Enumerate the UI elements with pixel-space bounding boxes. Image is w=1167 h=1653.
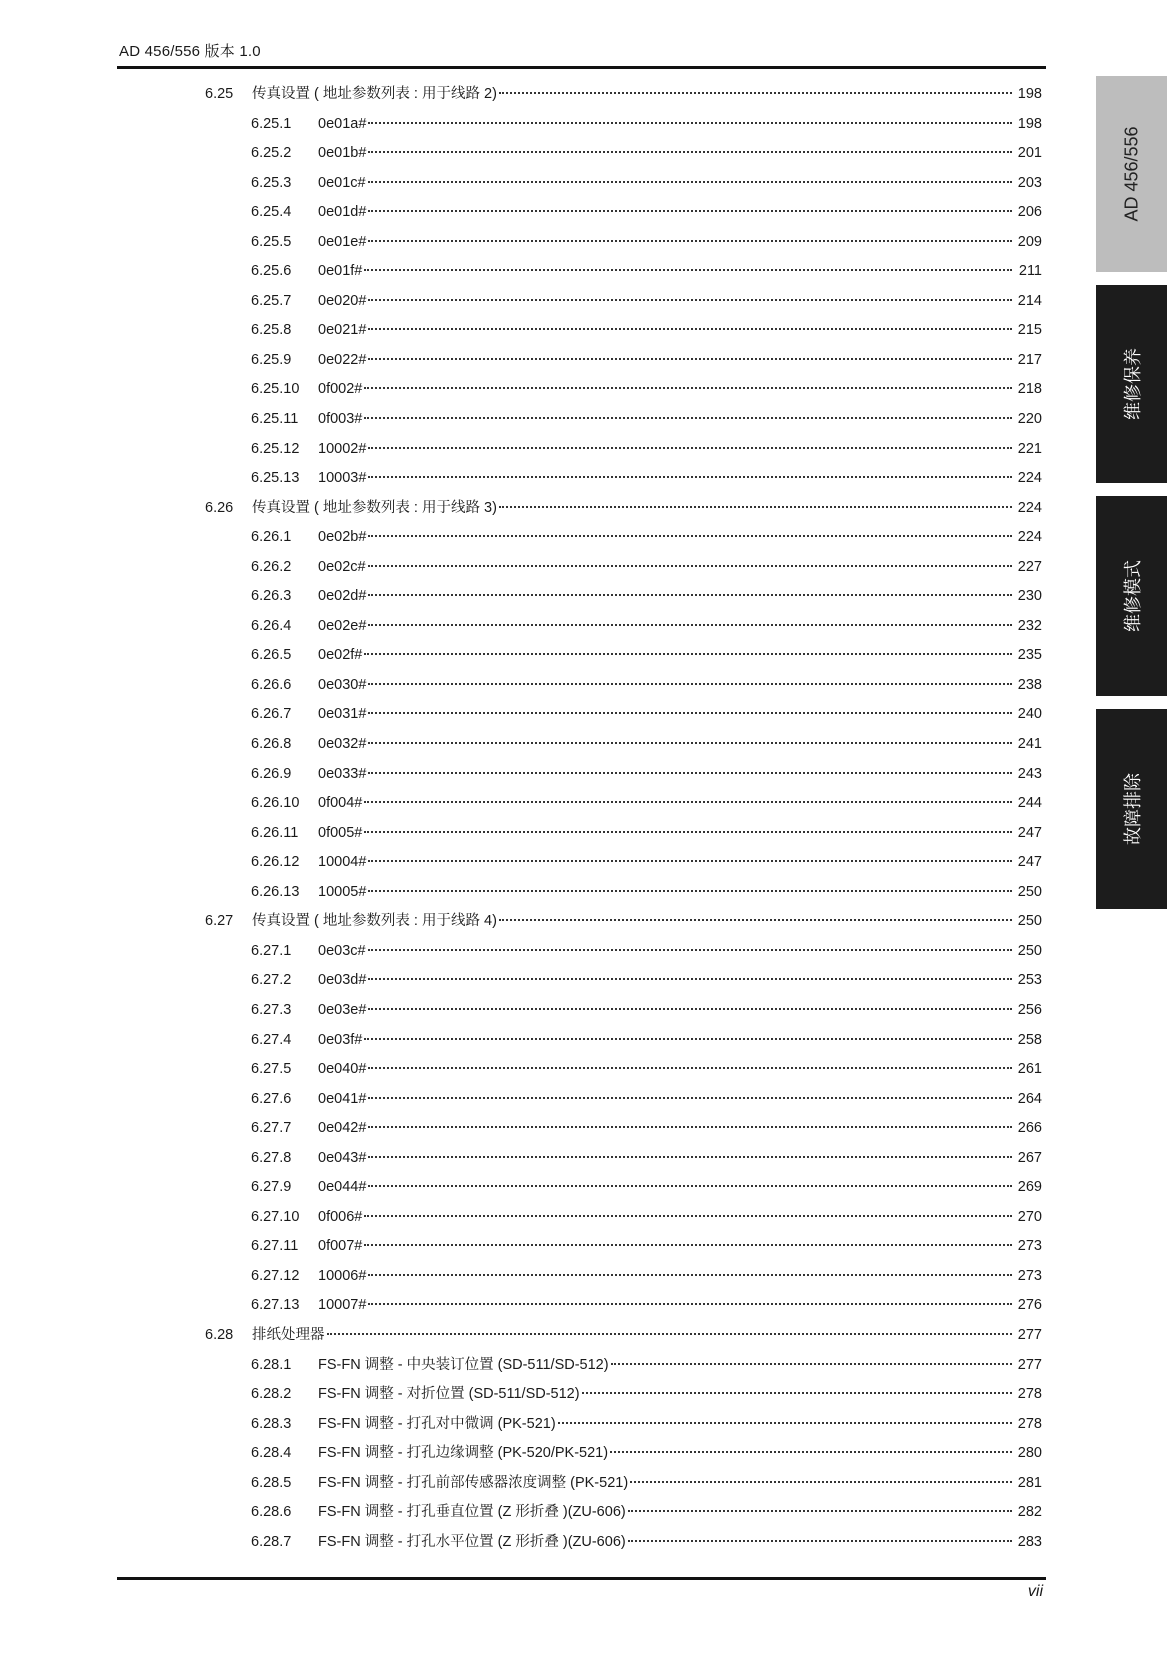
toc-section-entry[interactable] bbox=[205, 80, 1042, 110]
toc-dot-leader bbox=[499, 918, 1012, 921]
toc-dot-leader bbox=[368, 741, 1012, 744]
toc-entry-number: 6.25.5 bbox=[251, 233, 292, 250]
toc-entry-page: 256 bbox=[1017, 1001, 1042, 1018]
toc-subsection-entry[interactable] bbox=[205, 1232, 1042, 1262]
toc-subsection-entry[interactable] bbox=[205, 1410, 1042, 1440]
toc-entry-title: 10006# bbox=[318, 1267, 367, 1284]
toc-entry-number: 6.25 bbox=[205, 86, 234, 102]
toc-entry-page: 198 bbox=[1017, 115, 1042, 132]
toc-entry-number: 6.26.5 bbox=[251, 647, 292, 664]
toc-dot-leader bbox=[368, 711, 1012, 714]
toc-entry-title: FS-FN 调整 - 打孔水平位置 (Z 形折叠 )(ZU-606) bbox=[318, 1533, 626, 1550]
toc-subsection-entry[interactable] bbox=[205, 819, 1042, 849]
toc-subsection-entry[interactable] bbox=[205, 435, 1042, 465]
toc-dot-leader bbox=[368, 593, 1012, 596]
toc-dot-leader bbox=[558, 1421, 1012, 1424]
toc-subsection-entry[interactable] bbox=[205, 671, 1042, 701]
toc-dot-leader bbox=[368, 859, 1012, 862]
toc-entry-number: 6.25.11 bbox=[251, 411, 299, 428]
toc-entry-title: FS-FN 调整 - 打孔边缘调整 (PK-520/PK-521) bbox=[318, 1445, 609, 1462]
toc-entry-page: 267 bbox=[1017, 1149, 1042, 1166]
toc-entry-title: 0e043# bbox=[318, 1149, 367, 1166]
toc-entry-number: 6.28.2 bbox=[251, 1386, 292, 1403]
toc-dot-leader bbox=[611, 1362, 1012, 1365]
toc-entry-number: 6.27.2 bbox=[251, 972, 292, 989]
toc-dot-leader bbox=[368, 1184, 1012, 1187]
toc-entry-page: 250 bbox=[1017, 883, 1042, 900]
toc-entry-title: 0e030# bbox=[318, 676, 367, 693]
side-tab-label: 故障排除 bbox=[1122, 773, 1143, 845]
toc-subsection-entry[interactable] bbox=[205, 966, 1042, 996]
side-tab-service-mode[interactable] bbox=[1096, 496, 1167, 696]
toc-entry-title: 传真设置 ( 地址参数列表 : 用于线路 3) bbox=[252, 499, 497, 516]
toc-entry-number: 6.28.5 bbox=[251, 1474, 292, 1491]
toc-entry-page: 221 bbox=[1017, 440, 1042, 457]
toc-entry-title: 0e02c# bbox=[318, 558, 366, 575]
toc-entry-page: 224 bbox=[1017, 470, 1042, 487]
toc-subsection-entry[interactable] bbox=[205, 287, 1042, 317]
toc-entry-page: 243 bbox=[1017, 765, 1042, 782]
toc-entry-number: 6.27.6 bbox=[251, 1090, 292, 1107]
toc-entry-number: 6.28 bbox=[205, 1326, 234, 1343]
toc-entry-title: 0e031# bbox=[318, 706, 367, 723]
toc-entry-title: 0e03d# bbox=[318, 972, 367, 989]
toc-subsection-entry[interactable] bbox=[205, 169, 1042, 199]
toc-subsection-entry[interactable] bbox=[205, 1469, 1042, 1499]
toc-entry-title: 10007# bbox=[318, 1297, 367, 1314]
toc-dot-leader bbox=[499, 91, 1012, 94]
toc-section-entry[interactable] bbox=[205, 1321, 1042, 1351]
toc-entry-page: 250 bbox=[1017, 913, 1042, 930]
toc-subsection-entry[interactable] bbox=[205, 1262, 1042, 1292]
toc-dot-leader bbox=[368, 1302, 1012, 1305]
toc-entry-number: 6.26.9 bbox=[251, 765, 292, 782]
toc-entry-number: 6.26.7 bbox=[251, 706, 292, 723]
toc-entry-page: 244 bbox=[1017, 795, 1042, 812]
toc-entry-page: 217 bbox=[1017, 351, 1042, 368]
toc-entry-title: 0e03e# bbox=[318, 1001, 367, 1018]
toc-dot-leader bbox=[368, 1007, 1012, 1010]
toc-entry-title: FS-FN 调整 - 打孔前部传感器浓度调整 (PK-521) bbox=[318, 1474, 629, 1491]
toc-entry-number: 6.28.3 bbox=[251, 1415, 292, 1432]
toc-entry-page: 250 bbox=[1017, 942, 1042, 959]
toc-entry-page: 224 bbox=[1017, 499, 1042, 516]
toc-subsection-entry[interactable] bbox=[205, 405, 1042, 435]
toc-entry-page: 277 bbox=[1017, 1326, 1042, 1343]
toc-entry-number: 6.25.10 bbox=[251, 381, 300, 398]
toc-entry-page: 215 bbox=[1017, 322, 1042, 339]
toc-dot-leader bbox=[368, 623, 1012, 626]
toc-subsection-entry[interactable] bbox=[205, 730, 1042, 760]
toc-entry-page: 235 bbox=[1017, 647, 1042, 664]
toc-subsection-entry[interactable] bbox=[205, 316, 1042, 346]
toc-dot-leader bbox=[610, 1450, 1012, 1453]
toc-entry-page: 238 bbox=[1017, 676, 1042, 693]
toc-subsection-entry[interactable] bbox=[205, 523, 1042, 553]
toc-entry-page: 277 bbox=[1017, 1356, 1042, 1373]
side-tab-label: AD 456/556 bbox=[1121, 126, 1141, 222]
toc-entry-number: 6.27.5 bbox=[251, 1061, 292, 1078]
toc-entry-page: 273 bbox=[1017, 1267, 1042, 1284]
toc-entry-page: 240 bbox=[1017, 706, 1042, 723]
toc-dot-leader bbox=[582, 1391, 1012, 1394]
page-number: vii bbox=[1027, 1583, 1043, 1600]
toc-entry-title: 0e02e# bbox=[318, 617, 367, 634]
toc-dot-leader bbox=[368, 1155, 1012, 1158]
toc-subsection-entry[interactable] bbox=[205, 198, 1042, 228]
toc-subsection-entry[interactable] bbox=[205, 1085, 1042, 1115]
toc-subsection-entry[interactable] bbox=[205, 1439, 1042, 1469]
toc-entry-number: 6.27.7 bbox=[251, 1120, 292, 1137]
toc-entry-number: 6.27.8 bbox=[251, 1149, 292, 1166]
toc-dot-leader bbox=[368, 1273, 1012, 1276]
toc-entry-title: 传真设置 ( 地址参数列表 : 用于线路 2) bbox=[252, 86, 497, 102]
toc-subsection-entry[interactable] bbox=[205, 1026, 1042, 1056]
toc-entry-page: 266 bbox=[1017, 1120, 1042, 1137]
toc-entry-page: 203 bbox=[1017, 174, 1042, 191]
toc-subsection-entry[interactable] bbox=[205, 1144, 1042, 1174]
toc-entry-number: 6.26.12 bbox=[251, 854, 300, 871]
toc-dot-leader bbox=[364, 386, 1012, 389]
toc-dot-leader bbox=[368, 209, 1012, 212]
toc-subsection-entry[interactable] bbox=[205, 996, 1042, 1026]
toc-entry-title: FS-FN 调整 - 打孔对中微调 (PK-521) bbox=[318, 1415, 556, 1432]
toc-dot-leader bbox=[368, 1125, 1012, 1128]
toc-dot-leader bbox=[499, 505, 1012, 508]
toc-entry-number: 6.26.10 bbox=[251, 795, 300, 812]
toc-subsection-entry[interactable] bbox=[205, 641, 1042, 671]
toc-subsection-entry[interactable] bbox=[205, 612, 1042, 642]
toc-entry-page: 280 bbox=[1017, 1445, 1042, 1462]
table-of-contents bbox=[205, 80, 1042, 1557]
toc-dot-leader bbox=[368, 977, 1012, 980]
toc-dot-leader bbox=[368, 534, 1012, 537]
side-tab-label: 维修保养 bbox=[1122, 348, 1143, 420]
toc-subsection-entry[interactable] bbox=[205, 139, 1042, 169]
toc-subsection-entry[interactable] bbox=[205, 553, 1042, 583]
toc-entry-title: 10004# bbox=[318, 854, 367, 871]
toc-entry-number: 6.26.1 bbox=[251, 529, 292, 546]
toc-entry-title: 0e02f# bbox=[318, 647, 363, 664]
toc-entry-title: 0e033# bbox=[318, 765, 367, 782]
toc-entry-number: 6.27 bbox=[205, 913, 234, 930]
toc-entry-page: 253 bbox=[1017, 972, 1042, 989]
toc-entry-number: 6.25.12 bbox=[251, 440, 300, 457]
toc-dot-leader bbox=[368, 150, 1012, 153]
toc-entry-page: 247 bbox=[1017, 824, 1042, 841]
toc-entry-title: 0e021# bbox=[318, 322, 367, 339]
toc-dot-leader bbox=[368, 298, 1012, 301]
side-tab-maintenance[interactable] bbox=[1096, 285, 1167, 483]
toc-subsection-entry[interactable] bbox=[205, 375, 1042, 405]
toc-entry-page: 206 bbox=[1017, 204, 1042, 221]
toc-entry-page: 218 bbox=[1017, 381, 1042, 398]
toc-entry-page: 278 bbox=[1017, 1415, 1042, 1432]
toc-entry-number: 6.26.4 bbox=[251, 617, 292, 634]
toc-entry-page: 232 bbox=[1017, 617, 1042, 634]
toc-entry-title: 0e01a# bbox=[318, 115, 367, 132]
toc-entry-number: 6.27.3 bbox=[251, 1001, 292, 1018]
toc-entry-page: 224 bbox=[1017, 529, 1042, 546]
toc-section-entry[interactable] bbox=[205, 494, 1042, 524]
toc-entry-number: 6.27.1 bbox=[251, 942, 292, 959]
toc-entry-number: 6.27.13 bbox=[251, 1297, 300, 1314]
toc-entry-page: 281 bbox=[1017, 1474, 1042, 1491]
page-header-title: AD 456/556 版本 1.0 bbox=[119, 43, 261, 60]
toc-dot-leader bbox=[368, 564, 1012, 567]
toc-entry-title: 排纸处理器 bbox=[252, 1326, 325, 1343]
toc-subsection-entry[interactable] bbox=[205, 789, 1042, 819]
toc-entry-title: 0e01c# bbox=[318, 174, 366, 191]
toc-entry-page: 282 bbox=[1017, 1504, 1042, 1521]
toc-dot-leader bbox=[368, 1066, 1012, 1069]
toc-entry-number: 6.26.8 bbox=[251, 736, 292, 753]
toc-dot-leader bbox=[364, 268, 1012, 271]
toc-dot-leader bbox=[368, 682, 1012, 685]
toc-entry-number: 6.25.4 bbox=[251, 204, 292, 221]
toc-entry-page: 209 bbox=[1017, 233, 1042, 250]
toc-entry-title: 0e040# bbox=[318, 1061, 367, 1078]
toc-entry-number: 6.25.3 bbox=[251, 174, 292, 191]
toc-entry-number: 6.27.11 bbox=[251, 1238, 299, 1255]
toc-entry-number: 6.27.10 bbox=[251, 1208, 300, 1225]
toc-entry-page: 241 bbox=[1017, 736, 1042, 753]
toc-entry-page: 283 bbox=[1017, 1533, 1042, 1550]
toc-dot-leader bbox=[628, 1509, 1012, 1512]
toc-entry-title: FS-FN 调整 - 打孔垂直位置 (Z 形折叠 )(ZU-606) bbox=[318, 1504, 626, 1521]
toc-dot-leader bbox=[364, 1037, 1012, 1040]
toc-entry-number: 6.28.4 bbox=[251, 1445, 292, 1462]
toc-subsection-entry[interactable] bbox=[205, 110, 1042, 140]
toc-dot-leader bbox=[630, 1480, 1012, 1483]
toc-entry-page: 201 bbox=[1017, 145, 1042, 162]
toc-entry-page: 278 bbox=[1017, 1386, 1042, 1403]
header-rule bbox=[117, 66, 1046, 69]
toc-entry-title: 0f003# bbox=[318, 411, 363, 428]
toc-dot-leader bbox=[364, 1243, 1012, 1246]
toc-subsection-entry[interactable] bbox=[205, 1055, 1042, 1085]
toc-subsection-entry[interactable] bbox=[205, 1114, 1042, 1144]
toc-entry-number: 6.26 bbox=[205, 499, 234, 516]
toc-dot-leader bbox=[364, 652, 1012, 655]
toc-entry-title: 0e041# bbox=[318, 1090, 367, 1107]
toc-entry-title: 0f004# bbox=[318, 795, 363, 812]
toc-entry-number: 6.25.8 bbox=[251, 322, 292, 339]
toc-dot-leader bbox=[368, 446, 1012, 449]
toc-subsection-entry[interactable] bbox=[205, 848, 1042, 878]
toc-entry-page: 258 bbox=[1017, 1031, 1042, 1048]
toc-entry-number: 6.27.4 bbox=[251, 1031, 292, 1048]
toc-subsection-entry[interactable] bbox=[205, 257, 1042, 287]
toc-entry-title: 10003# bbox=[318, 470, 367, 487]
toc-entry-page: 273 bbox=[1017, 1238, 1042, 1255]
toc-subsection-entry[interactable] bbox=[205, 1173, 1042, 1203]
toc-entry-title: 0e02d# bbox=[318, 588, 367, 605]
toc-dot-leader bbox=[368, 357, 1012, 360]
toc-subsection-entry[interactable] bbox=[205, 1351, 1042, 1381]
toc-entry-number: 6.26.11 bbox=[251, 824, 299, 841]
footer-rule bbox=[117, 1577, 1046, 1580]
toc-entry-title: 0f006# bbox=[318, 1208, 363, 1225]
toc-subsection-entry[interactable] bbox=[205, 1380, 1042, 1410]
toc-subsection-entry[interactable] bbox=[205, 937, 1042, 967]
toc-entry-page: 214 bbox=[1017, 292, 1042, 309]
toc-dot-leader bbox=[368, 771, 1012, 774]
toc-dot-leader bbox=[364, 830, 1012, 833]
toc-entry-title: 10005# bbox=[318, 883, 367, 900]
toc-subsection-entry[interactable] bbox=[205, 878, 1042, 908]
toc-dot-leader bbox=[368, 889, 1012, 892]
toc-entry-title: 0f005# bbox=[318, 824, 363, 841]
toc-entry-page: 227 bbox=[1017, 558, 1042, 575]
toc-entry-title: 0e01d# bbox=[318, 204, 367, 221]
toc-dot-leader bbox=[368, 475, 1012, 478]
toc-entry-number: 6.25.6 bbox=[251, 263, 292, 280]
toc-subsection-entry[interactable] bbox=[205, 228, 1042, 258]
toc-dot-leader bbox=[368, 1096, 1012, 1099]
toc-entry-page: 220 bbox=[1017, 411, 1042, 428]
toc-entry-title: 0e020# bbox=[318, 292, 367, 309]
toc-entry-title: 0e01f# bbox=[318, 263, 363, 280]
toc-entry-page: 261 bbox=[1017, 1061, 1042, 1078]
toc-entry-page: 211 bbox=[1018, 263, 1042, 280]
toc-subsection-entry[interactable] bbox=[205, 1203, 1042, 1233]
toc-subsection-entry[interactable] bbox=[205, 582, 1042, 612]
toc-dot-leader bbox=[368, 948, 1012, 951]
toc-subsection-entry[interactable] bbox=[205, 1498, 1042, 1528]
toc-dot-leader bbox=[364, 416, 1012, 419]
toc-entry-title: 0f002# bbox=[318, 381, 363, 398]
toc-entry-number: 6.25.2 bbox=[251, 145, 292, 162]
toc-dot-leader bbox=[368, 239, 1012, 242]
toc-entry-title: FS-FN 调整 - 中央装订位置 (SD-511/SD-512) bbox=[318, 1356, 609, 1373]
toc-entry-number: 6.27.12 bbox=[251, 1267, 300, 1284]
toc-entry-number: 6.28.1 bbox=[251, 1356, 292, 1373]
toc-entry-title: 传真设置 ( 地址参数列表 : 用于线路 4) bbox=[252, 913, 497, 930]
toc-entry-title: FS-FN 调整 - 对折位置 (SD-511/SD-512) bbox=[318, 1386, 580, 1403]
toc-entry-page: 270 bbox=[1017, 1208, 1042, 1225]
toc-section-entry[interactable] bbox=[205, 907, 1042, 937]
toc-entry-title: 0e03f# bbox=[318, 1031, 363, 1048]
toc-dot-leader bbox=[364, 800, 1012, 803]
toc-entry-title: 10002# bbox=[318, 440, 367, 457]
toc-entry-title: 0e01e# bbox=[318, 233, 367, 250]
toc-entry-title: 0e02b# bbox=[318, 529, 367, 546]
toc-entry-number: 6.26.3 bbox=[251, 588, 292, 605]
toc-entry-number: 6.28.6 bbox=[251, 1504, 292, 1521]
toc-entry-page: 276 bbox=[1017, 1297, 1042, 1314]
toc-dot-leader bbox=[368, 327, 1012, 330]
toc-entry-page: 230 bbox=[1017, 588, 1042, 605]
toc-entry-page: 247 bbox=[1017, 854, 1042, 871]
toc-entry-page: 198 bbox=[1017, 86, 1042, 102]
toc-dot-leader bbox=[327, 1332, 1013, 1335]
toc-entry-title: 0e022# bbox=[318, 351, 367, 368]
toc-entry-number: 6.26.2 bbox=[251, 558, 292, 575]
toc-entry-number: 6.27.9 bbox=[251, 1179, 292, 1196]
toc-entry-title: 0e044# bbox=[318, 1179, 367, 1196]
toc-dot-leader bbox=[368, 180, 1012, 183]
toc-entry-number: 6.25.9 bbox=[251, 351, 292, 368]
toc-subsection-entry[interactable] bbox=[205, 346, 1042, 376]
toc-entry-page: 264 bbox=[1017, 1090, 1042, 1107]
toc-subsection-entry[interactable] bbox=[205, 760, 1042, 790]
toc-dot-leader bbox=[368, 121, 1012, 124]
toc-dot-leader bbox=[364, 1214, 1012, 1217]
toc-entry-number: 6.25.13 bbox=[251, 470, 300, 487]
toc-entry-number: 6.26.6 bbox=[251, 676, 292, 693]
toc-entry-number: 6.25.1 bbox=[251, 115, 292, 132]
toc-entry-page: 269 bbox=[1017, 1179, 1042, 1196]
toc-subsection-entry[interactable] bbox=[205, 700, 1042, 730]
side-tab-troubleshooting[interactable] bbox=[1096, 709, 1167, 909]
toc-entry-number: 6.25.7 bbox=[251, 292, 292, 309]
toc-entry-title: 0f007# bbox=[318, 1238, 363, 1255]
toc-entry-title: 0e01b# bbox=[318, 145, 367, 162]
side-tab-label: 维修模式 bbox=[1122, 560, 1143, 632]
toc-entry-title: 0e03c# bbox=[318, 942, 366, 959]
toc-subsection-entry[interactable] bbox=[205, 1528, 1042, 1558]
toc-entry-title: 0e042# bbox=[318, 1120, 367, 1137]
toc-subsection-entry[interactable] bbox=[205, 1291, 1042, 1321]
toc-entry-title: 0e032# bbox=[318, 736, 367, 753]
toc-subsection-entry[interactable] bbox=[205, 464, 1042, 494]
toc-entry-number: 6.28.7 bbox=[251, 1533, 292, 1550]
toc-entry-number: 6.26.13 bbox=[251, 883, 300, 900]
toc-dot-leader bbox=[628, 1539, 1012, 1542]
side-tab-ad456-556[interactable] bbox=[1096, 76, 1167, 272]
